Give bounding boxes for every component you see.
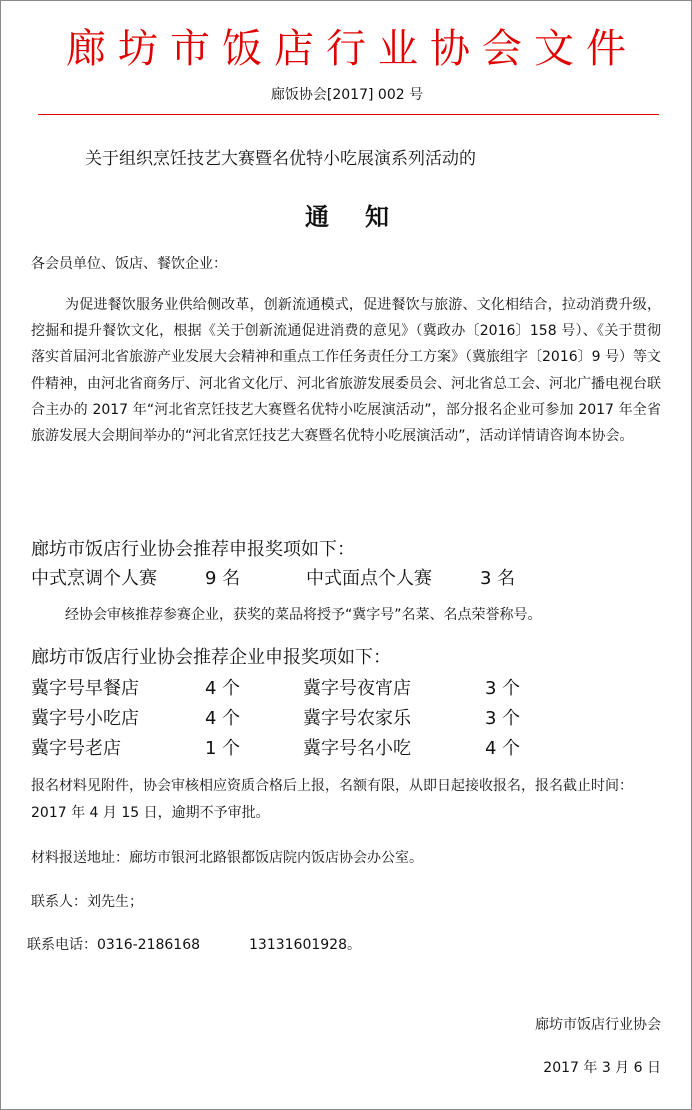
submission-address: 材料报送地址：廊坊市银河北路银都饭店院内饭店协会办公室。	[31, 850, 423, 866]
award-quota: 4 个	[485, 738, 521, 759]
award-name: 冀字号早餐店	[31, 678, 139, 699]
award-quota: 3 个	[485, 708, 521, 729]
award-quota: 4 个	[205, 678, 241, 699]
award-name: 冀字号小吃店	[31, 708, 139, 729]
individual-awards-heading: 廊坊市饭店行业协会推荐申报奖项如下：	[31, 539, 355, 560]
notice-subject: 关于组织烹饪技艺大赛暨名优特小吃展演系列活动的	[85, 149, 476, 169]
body-paragraph: 为促进餐饮服务业供给侧改革，创新流通模式，促进餐饮与旅游、文化相结合，拉动消费升级，挖掘和提升餐饮文化，根据《关于创新流通促进消费的意见》（冀政办〔2016〕158 号）、《关于贯彻落实首届河北省旅游产业发展大会精神和重点工作任务责任分工方案》（冀旅组字〔2016〕9 号）等文件精神，由河北省商务厅、河北省文化厅、河北省旅游发展委员会、河北省总工会、河北广播电视台联合主办的 2017 年“河北省烹饪技艺大赛暨名优特小吃展演活动”，部分报名企业可参加 2017 年全省旅游发展大会期间举办的“河北省烹饪技艺大赛暨名优特小吃展演活动”，活动详情请咨询本协会。	[31, 297, 661, 445]
document-number: 廊饭协会[2017] 002 号	[270, 87, 424, 103]
enterprise-awards-heading: 廊坊市饭店行业协会推荐企业申报奖项如下：	[31, 647, 391, 668]
header-divider	[38, 114, 659, 115]
award-quota: 1 个	[205, 738, 241, 759]
award-name: 中式烹调个人赛	[31, 568, 157, 589]
award-quota: 4 个	[205, 708, 241, 729]
contact-mobile: 13131601928。	[249, 937, 361, 953]
award-name: 冀字号老店	[31, 738, 121, 759]
award-quota: 3 个	[485, 678, 521, 699]
document-header-title: 廊坊市饭店行业协会文件	[66, 26, 638, 72]
award-name: 冀字号农家乐	[303, 708, 411, 729]
salutation: 各会员单位、饭店、餐饮企业：	[31, 256, 227, 272]
contact-phone: 联系电话：0316-2186168	[27, 937, 201, 953]
award-note: 经协会审核推荐参赛企业，获奖的菜品将授予“冀字号”名菜、名点荣誉称号。	[65, 607, 542, 623]
signature-organization: 廊坊市饭店行业协会	[535, 1017, 661, 1033]
notice-title: 通知	[305, 203, 425, 231]
signature-date: 2017 年 3 月 6 日	[543, 1060, 661, 1076]
registration-deadline: 报名材料见附件，协会审核相应资质合格后上报，名额有限，从即日起接收报名，报名截止时间：2017 年 4 月 15 日，逾期不予审批。	[31, 778, 633, 821]
award-name: 冀字号夜宵店	[303, 678, 411, 699]
contact-person: 联系人：刘先生；	[31, 894, 143, 910]
award-quota: 3 名	[480, 568, 516, 589]
award-name: 中式面点个人赛	[306, 568, 432, 589]
award-name: 冀字号名小吃	[303, 738, 411, 759]
award-quota: 9 名	[205, 568, 241, 589]
